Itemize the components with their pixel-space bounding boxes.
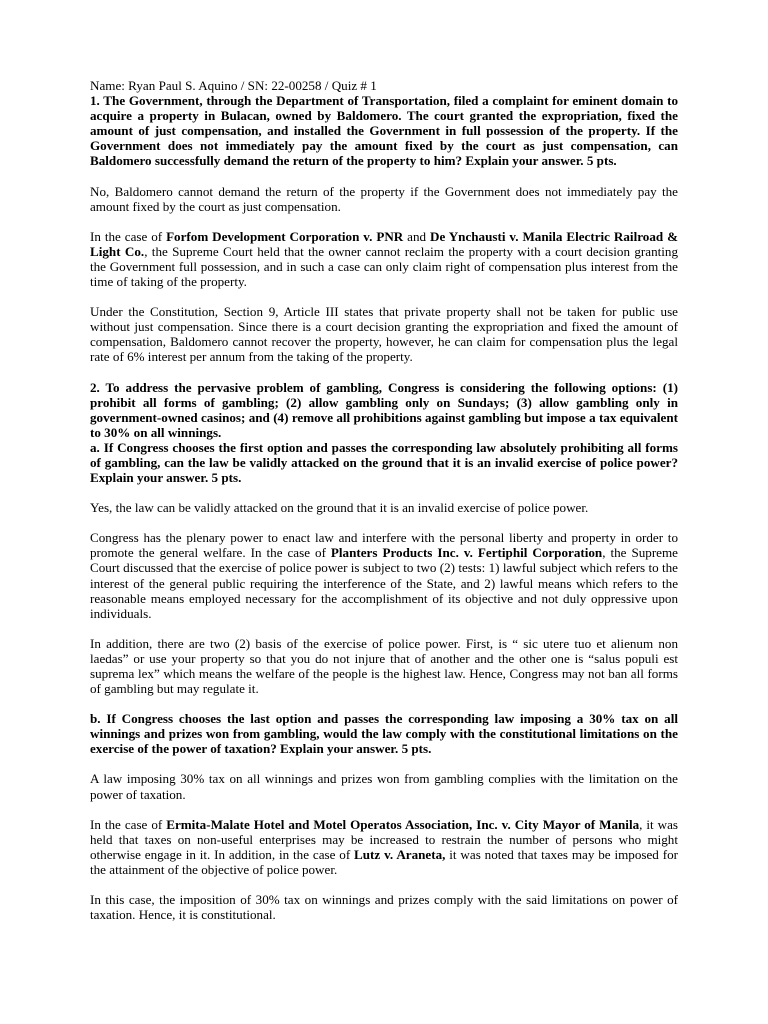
q2a-basis-paragraph: In addition, there are two (2) basis of the exercise of police power. First, is “ sic utere tuo et alienum non laedas” or use your property so that you do not injure that of another and the other one is “salus populi est suprema lex” which means the welfare of the people is the highest law. Hence, Congress may not ban all forms of gambling but may regulate it. (90, 635, 678, 697)
question-2b: b. If Congress chooses the last option and passes the corresponding law imposing a 30% tax on all winnings and prizes won from gambling, would the law comply with the constitutional limitations on the exercise of the power of taxation? Explain your answer. 5 pts. (90, 711, 678, 757)
q1-answer: No, Baldomero cannot demand the return of the property if the Government does not immediately pay the amount fixed by the court as just compensation. (90, 183, 678, 214)
text: , it was held that taxes on non-useful enterprises may be increased to restrain the number of persons who might otherwise engage in it. In addition, in the case of (90, 816, 678, 862)
case-citation: Forfom Development Corporation v. PNR (166, 228, 404, 244)
text: Congress has the plenary power to enact law and interfere with the personal liberty and property in order to promote the general welfare. In the case of (90, 530, 678, 561)
case-citation: Planters Products Inc. v. Fertiphil Corporation (330, 545, 603, 561)
text: , the Supreme Court held that the owner cannot reclaim the property with a court decision granting the Government full possession, and in such a case can only claim right of compensation plus interest from the time of taking of the property. (90, 243, 678, 290)
case-citation: Ermita-Malate Hotel and Motel Operatos Association, Inc. v. City Mayor of Manila (166, 816, 640, 832)
q1-constitution-paragraph: Under the Constitution, Section 9, Article III states that private property shall not be taken for public use without just compensation. Since there is a court decision granting the expropriation and fixed the amount of compensation, Baldomero cannot recover the property, however, he can claim for compensation plus the legal rate of 6% interest per annum from the taking of the property. (90, 304, 678, 365)
header-line: Name: Ryan Paul S. Aquino / SN: 22-00258 / Quiz # 1 (90, 78, 377, 93)
text: In the case of (90, 228, 167, 244)
question-2a: a. If Congress chooses the first option and passes the corresponding law absolutely prohibiting all forms of gambling, can the law be validly attacked on the ground that it is an invalid exercise of police power? Explain your answer. 5 pts. (90, 439, 678, 486)
case-citation: De Ynchausti v. Manila Electric Railroad & Light Co. (90, 228, 678, 259)
q2b-case-paragraph (90, 817, 678, 877)
q2a-police-power-paragraph (90, 530, 678, 621)
text: and (403, 228, 431, 244)
question-2: 2. To address the pervasive problem of gambling, Congress is considering the following options: (1) prohibit all forms of gambling; (2) allow gambling only on Sundays; (3) allow gambling only in government-owned casinos; and (4) remove all prohibitions against gambling but impose a tax equivalent to 30% on all winnings. (90, 379, 678, 440)
q2a-answer: Yes, the law can be validly attacked on the ground that it is an invalid exercise of police power. (90, 500, 589, 516)
q2b-answer: A law imposing 30% tax on all winnings and prizes won from gambling complies with the limitation on the power of taxation. (90, 771, 678, 802)
question-1: 1. The Government, through the Department of Transportation, filed a complaint for eminent domain to acquire a property in Bulacan, owned by Baldomero. The court granted the expropriation, fixed the amount of just compensation, and installed the Government in full possession of the property. If the Government does not immediately pay the amount fixed by the court as just compensation, can Baldomero successfully demand the return of the property to him? Explain your answer. 5 pts. (90, 93, 678, 169)
text: , the Supreme Court discussed that the exercise of police power is subject to two (2) tests: 1) lawful subject which refers to the interest of the general public requiring the interference of the State, and 2) lawful means which refers to the reasonable means employed necessary for the accomplishment of its objective and not duly oppressive upon individuals. (90, 545, 678, 621)
q1-case-paragraph (90, 229, 678, 289)
q2b-conclusion-paragraph: In this case, the imposition of 30% tax on winnings and prizes comply with the said limitations on power of taxation. Hence, it is constitutional. (90, 892, 678, 923)
text: it was noted that taxes may be imposed for the attainment of the objective of police power. (90, 846, 678, 877)
text: In the case of (90, 816, 167, 832)
case-citation: Lutz v. Araneta, (354, 846, 446, 862)
